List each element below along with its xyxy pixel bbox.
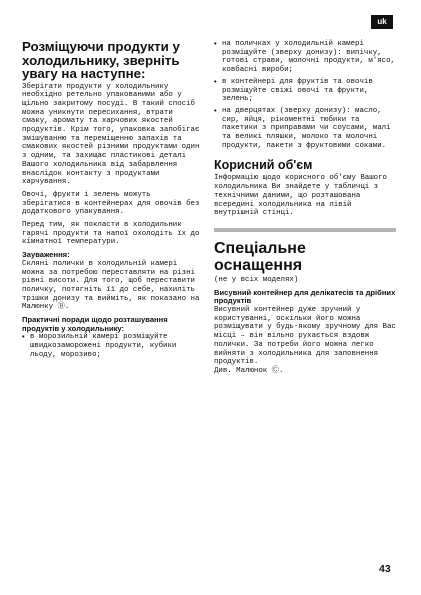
left-column: [22, 40, 202, 364]
note-text: Скляні полички в холодильній камері можна за потребою переставляти на різні рівні висоти. Для того, щоб переставити поличку, потягніть її до себе, нахиліть трішки донизу та вийміть, як показано на Малюнку Ⓑ.: [22, 259, 200, 312]
note-title: Зауваження:: [22, 250, 70, 260]
hot-food-paragraph: Перед тим, як покласти в холодильник гарячі продукти та напої охолодіть їх до кімнатної температури.: [22, 221, 200, 247]
container-text: Висувний контейнер дуже зручний у користуванні, оскільки його можна розміщувати у будь-якому зручному для Вас місці – він вільно рухається вздовж полички. За потреби його можна легко вийняти з холодильника для заповнення продуктів. Див. Малюнок Ⓒ.: [214, 306, 396, 375]
special-equipment-heading: Спеціальне оснащення: [214, 239, 306, 274]
container-title: Висувний контейнер для делікатесів та дрібних продуктів: [214, 287, 396, 306]
figure-reference: Див. Малюнок Ⓒ.: [214, 366, 284, 375]
page-number: 43: [379, 563, 391, 575]
models-note: (не у всіх моделях): [214, 275, 299, 284]
tips-list-right: [214, 40, 396, 150]
list-item: • в морозильній камері розміщуйте швидкозаморожені продукти, кубики льоду, морозиво;: [22, 332, 177, 359]
language-tab: uk: [371, 15, 393, 29]
bullet-icon: •: [214, 76, 217, 86]
bullet-icon: •: [214, 39, 217, 48]
list-item: • в контейнері для фруктів та овочів розміщуйте свіжі овочі та фрукти, зелень;: [214, 76, 373, 104]
tips-title: Практичні поради щодо розташування продуктів у холодильнику:: [22, 315, 168, 333]
volume-heading: Корисний об'єм: [214, 158, 313, 173]
storage-heading: Розміщуючи продукти у холодильнику, зверніть увагу на наступне:: [22, 39, 180, 81]
tips-list-left: [22, 333, 202, 359]
packaging-paragraph: Зберігати продукти у холодильнику необхідно ретельно упакованими або у щільно закритому посуді. В такий спосіб можна уникнути пересихання, втрати смаку, аромату та харчових якостей продуктів. Крім того, упаковка запобігає змішуванню та переміщенню запахів та смакових якостей різними продуктами один з одним, та захищає пластикові деталі Вашого холодильника від забарвлення внаслідок контакту з продуктами харчування.: [22, 82, 200, 187]
volume-text: Інформацію щодо корисного об'єму Вашого холодильника Ви знайдете у табличці з технічними даними, що розташована всередині холодильника на лівій внутрішній стінці.: [214, 174, 387, 218]
section-divider: [214, 228, 396, 232]
vegetables-paragraph: Овочі, фрукти і зелень можуть зберігатися в контейнерах для овочів без додаткового упакування.: [22, 190, 200, 217]
bullet-icon: •: [214, 105, 217, 115]
list-item: • на дверцятах (зверху донизу): масло, сир, яйця, рікоментні тюбики та пакетики з приправами чи соусами, малі та великі пляшки, молоко та молочні продукти, пакети з фруктовими соками.: [214, 105, 391, 150]
list-item: • на поличках у холодильній камері розміщуйте (зверху донизу): випічку, готові страви, молочні продукти, м'ясо, ковбасні вироби;: [214, 39, 395, 75]
bullet-icon: •: [22, 332, 25, 342]
right-column: [214, 40, 396, 380]
